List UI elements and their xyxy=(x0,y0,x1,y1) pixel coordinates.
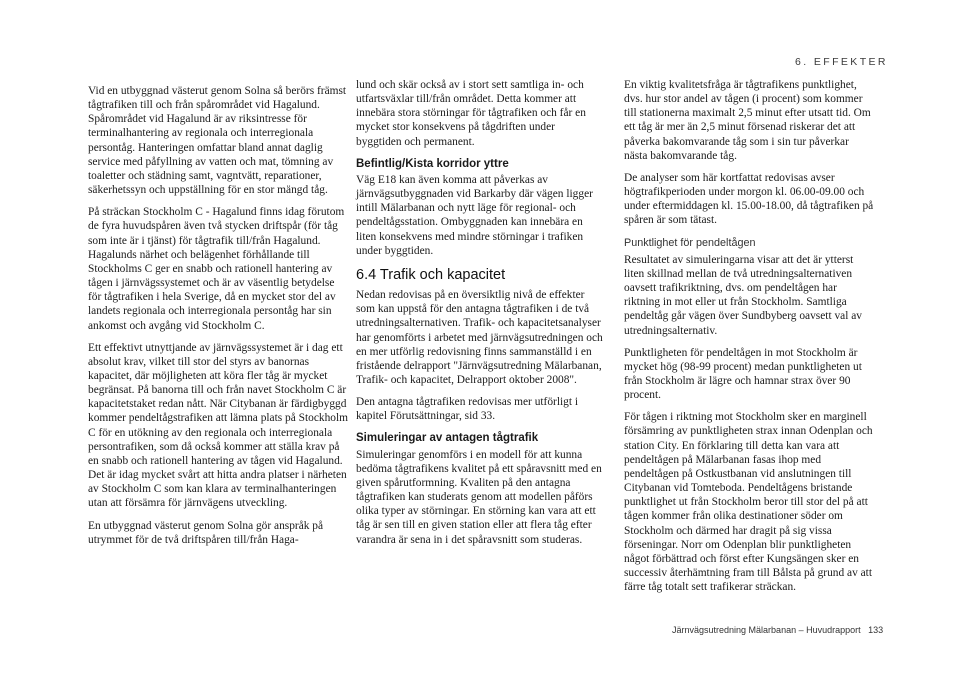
page-footer xyxy=(672,625,883,635)
paragraph: De analyser som här kortfattat redovisas avser högtrafikperioden under morgon kl. 06.00-09.00 och under eftermiddagen kl. 15.00-18.00, då tågtrafiken på spåren är som tätast. xyxy=(624,171,874,227)
paragraph: Väg E18 kan även komma att påverkas av järnvägsutbyggnaden vid Barkarby där vägen ligger intill Mälarbanan och nytt läge för regional- och pendeltågsstation. Ombyggnaden kan innebära en liten konsekvens med mindre störningar i trafiken under byggtiden. xyxy=(356,173,593,257)
section-heading: 6.4 Trafik och kapacitet xyxy=(356,266,506,283)
page-number: 133 xyxy=(868,625,884,635)
paragraph: En viktig kvalitetsfråga är tågtrafikens punktlighet, dvs. hur stor andel av tågen (i procent) som kommer till stationerna maximalt 2,5 minut efter utsatt tid. Om ett tåg är mer än 2,5 minut försenad riskerar det att påverka bakomvarande tåg som i sin tur påverkar nästa bakomvarande tåg. xyxy=(624,79,871,162)
paragraph: Punktligheten för pendeltågen in mot Stockholm är mycket hög (98-99 procent) medan punktligheten ut från Stockholm är lägre och hamnar strax över 90 procent. xyxy=(624,346,862,402)
subheading: Punktlighet för pendeltågen xyxy=(624,236,756,249)
paragraph: Simuleringar genomförs i en modell för att kunna bedöma tågtrafikens kvalitet på ett spåravsnitt med en given spårutformning. Kvaliten på den antagna tågtrafiken kan studerats genom att modellen påförs olika typer av störningar. En störning kan vara att ett tåg är sen till en given station eller att flera tåg efter varandra är sena in i det spåravsnitt som studeras. xyxy=(356,448,602,546)
subheading: Befintlig/Kista korridor yttre xyxy=(356,157,509,170)
text-column-middle xyxy=(356,78,603,555)
paragraph: En utbyggnad västerut genom Solna gör anspråk på utrymmet för de två driftspåren till/från Haga- xyxy=(88,519,324,546)
text-column-right xyxy=(624,78,874,602)
text-column-left xyxy=(88,84,350,555)
paragraph: Ett effektivt utnyttjande av järnvägssystemet är i dag ett absolut krav, vilket till stor del styrs av banornas kapacitet, där möjligheten att köra fler tåg är mycket begränsat. På banorna till och från navet Stockholm C är kapacitetstaket redan nått. När Citybanan är färdigbyggd kommer pendeltågstrafiken att lämna plats på Stockholm C för en utökning av den regionala och interregionala persontrafiken, som då också kommer att ställa krav på en snabb och rationell hantering av tågen vid Hagalund. Det är idag mycket svårt att hitta andra platser i närheten av Stockholm C som kan klara av terminalhanteringen utan att försämra för järnvägens utveckling. xyxy=(88,341,349,510)
paragraph: Vid en utbyggnad västerut genom Solna så berörs främst tågtrafiken till och från spårområdet vid Hagalund. Spårområdet vid Hagalund är av riksintresse för terminalhantering av regionala och interregionala persontåg. Hanteringen omfattar bland annat daglig service med påfyllning av vatten och mat, tömning av toaletter och städning samt, vagntvätt, reparationer, säkerhetssyn och uppställning för en stor mängd tåg. xyxy=(88,85,347,197)
paragraph: Nedan redovisas på en översiktlig nivå de effekter som kan uppstå för den antagna tågtrafiken i de två utredningsalternativen. Trafik- och kapacitetsanalyser har genomförts i arbetet med järnvägsutredningen och en mer utförlig redovisning finns sammanställd i en fristående delrapport "Järnvägsutredning Mälarbanan, Trafik- och kapacitet, Delrapport oktober 2008". xyxy=(356,289,603,386)
section-header: 6. EFFEKTER xyxy=(795,56,888,68)
paragraph: Den antagna tågtrafiken redovisas mer utförligt i kapitel Förutsättningar, sid 33. xyxy=(356,396,579,423)
paragraph: lund och skär också av i stort sett samtliga in- och utfartsväxlar till/från området. Detta kommer att innebära stora störningar för tågtrafiken och får en mycket stor konsekvens på tågdriften under byggtiden och permanent. xyxy=(356,79,586,148)
subheading: Simuleringar av antagen tågtrafik xyxy=(356,432,539,445)
paragraph: Resultatet av simuleringarna visar att det är ytterst liten skillnad mellan de två utredningsalternativen oavsett trafikriktning, dvs. om pendeltågen har riktning in mot eller ut från Stockholm. Samtliga pendeltåg går vägen över Sundbyberg oavsett val av utredningsalternativ. xyxy=(624,253,862,337)
paragraph: På sträckan Stockholm C - Hagalund finns idag förutom de fyra huvudspåren även två stycken driftspår (för tåg som inte är i tjänst) för tågtrafik till/från Hagalund. Hagalunds närhet och belägenhet förhållande till Stockholms C ger en snabb och rationell hantering av tågen i järnvägssystemet och är av väsentlig betydelse för tågtrafiken i hela Sverige, då en mycket stor del av landets regionala och interregionala persontåg har sin ankomst och avgång vid Stockholm C. xyxy=(88,206,345,332)
report-title: Järnvägsutredning Mälarbanan – Huvudrapport xyxy=(672,625,861,635)
paragraph: För tågen i riktning mot Stockholm sker en marginell försämring av punktligheten strax innan Odenplan och station City. En förklaring till detta kan vara att pendeltågen på Mälarbanan fasas ihop med pendeltågen på Ostkustbanan vid anslutningen till Citybanan vid Tomteboda. Pendeltågens bristande punktlighet ut från Stockholm beror till stor del på att tågen kommer från olika destinationer söder om Stockholm och därmed har dragit på sig vissa förseningar. Norr om Odenplan blir punktligheten något förbättrad och först efter Kungsängen sker en successiv återhämtning fram till Bålsta på grund av att färre tåg totalt sett trafikerar sträckan. xyxy=(624,411,873,594)
